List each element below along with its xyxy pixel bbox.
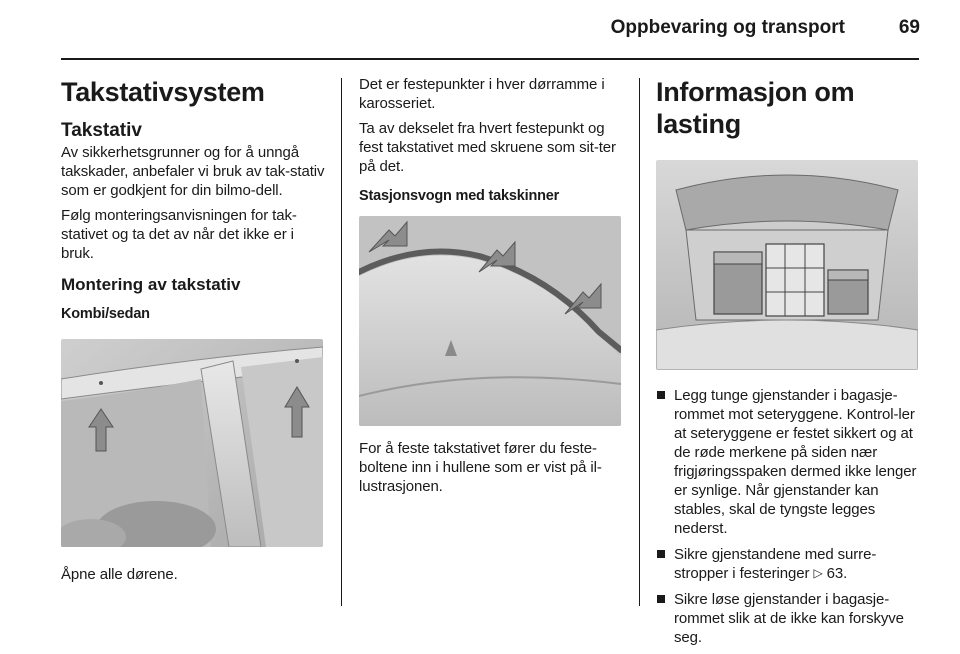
list-item-text: Legg tunge gjenstander i bagasje-rommet mot seteryggene. Kontrol-ler at seteryggene er festet sikkert og at de røde merkene på siden nær frigjøringsspaken dermed ikke lenger er synlige. Når gjenstander kan stables, skal de tyngste legges nederst. (674, 387, 917, 537)
roof-rail-illustration (359, 216, 621, 426)
page-number: 69 (898, 17, 920, 38)
column-right (656, 72, 920, 654)
trunk-drawing (656, 160, 918, 370)
list-item-text: Sikre løse gjenstander i bagasje-rommet slik at de ikke kan forskyve seg. (674, 591, 904, 646)
mounting-heading: Montering av takstativ (61, 275, 241, 294)
roof-rail-drawing (359, 216, 621, 426)
paragraph: Følg monteringsanvisningen for tak-stativet og ta det av når det ikke er i bruk. (61, 207, 297, 262)
section-title: Informasjon om lasting (656, 77, 855, 139)
list-item (656, 590, 920, 647)
list-item-text: Sikre gjenstandene med surre-stropper i festeringer (674, 546, 877, 582)
roof-door-frame-illustration (61, 339, 323, 547)
column-left (61, 72, 326, 584)
cross-reference-page[interactable]: 63. (826, 565, 848, 582)
paragraph: Åpne alle dørene. (61, 566, 178, 583)
column-middle (359, 72, 623, 496)
kombi-sedan-label: Kombi/sedan (61, 306, 150, 322)
bullet-marker (657, 391, 665, 399)
column-divider (639, 78, 640, 606)
bullet-marker (657, 550, 665, 558)
wagon-label: Stasjonsvogn med takskinner (359, 188, 560, 204)
paragraph: Det er festepunkter i hver dørramme i karosseriet. (359, 76, 605, 112)
header-rule (61, 58, 919, 60)
paragraph: Ta av dekselet fra hvert festepunkt og fest takstativet med skruene som sit-ter på det. (359, 120, 616, 175)
column-divider (341, 78, 342, 606)
luggage-compartment-illustration (656, 160, 918, 370)
paragraph: Av sikkerhetsgrunner og for å unngå takskader, anbefaler vi bruk av tak-stativ som er godkjent for din bilmo-dell. (61, 144, 325, 199)
list-item (656, 386, 920, 538)
list-item (656, 545, 920, 583)
paragraph: For å feste takstativet fører du feste-boltene inn i hullene som er vist på il-lustrasjonen. (359, 440, 602, 495)
running-header-title: Oppbevaring og transport (610, 17, 845, 38)
bullet-marker (657, 595, 665, 603)
subsection-title: Takstativ (61, 120, 142, 141)
cross-reference-icon: ▷ (813, 566, 823, 580)
loading-tips-list (656, 386, 920, 647)
section-title: Takstativsystem (61, 77, 265, 107)
door-frame-drawing (61, 339, 323, 547)
